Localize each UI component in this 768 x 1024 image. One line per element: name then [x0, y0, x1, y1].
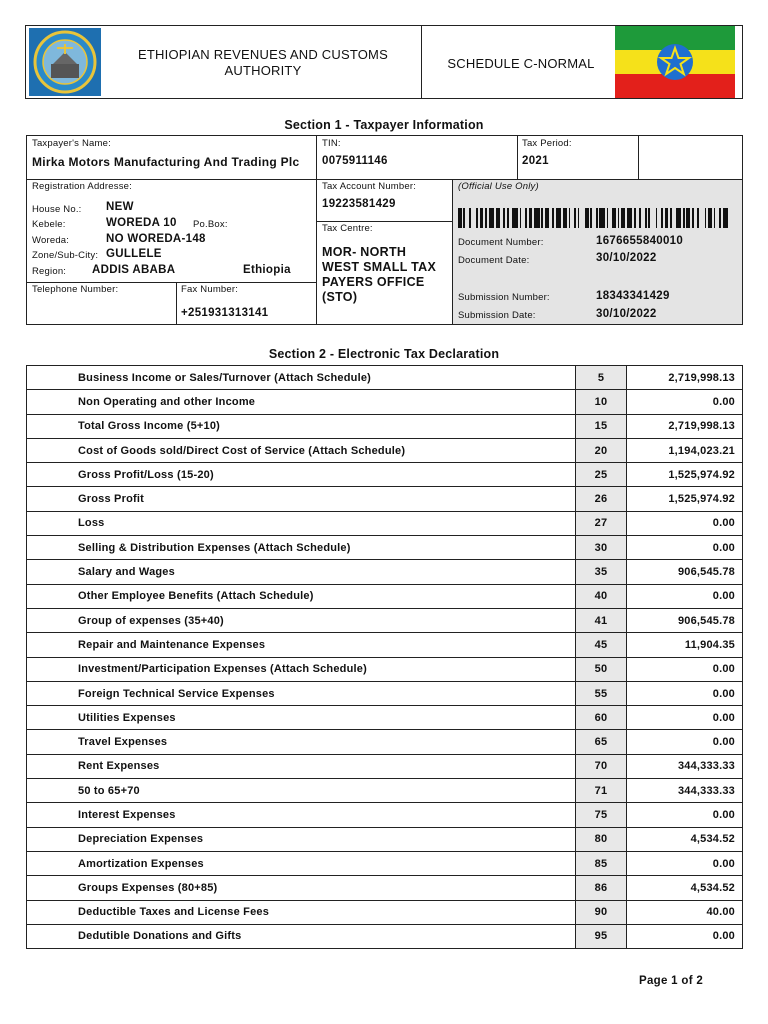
row-amount: 2,719,998.13 — [627, 366, 743, 390]
table-row — [27, 390, 743, 414]
region-value: ADDIS ABABA — [92, 264, 176, 276]
document-number-value: 1676655840010 — [596, 235, 684, 247]
taxpayer-name: Mirka Motors Manufacturing And Trading Plc — [32, 155, 300, 169]
row-code: 10 — [576, 390, 627, 414]
zone-label: Zone/Sub-City: — [32, 250, 99, 261]
submission-date-label: Submission Date: — [458, 310, 536, 321]
section2-title: Section 2 - Electronic Tax Declaration — [268, 347, 500, 361]
table-row — [27, 584, 743, 608]
table-row — [27, 681, 743, 705]
row-label: Salary and Wages — [27, 560, 576, 584]
table-row — [27, 803, 743, 827]
row-code: 55 — [576, 681, 627, 705]
row-amount: 344,333.33 — [627, 754, 743, 778]
row-amount: 0.00 — [627, 706, 743, 730]
row-code: 86 — [576, 876, 627, 900]
table-row — [27, 900, 743, 924]
submission-date-value: 30/10/2022 — [596, 308, 657, 320]
row-amount: 906,545.78 — [627, 608, 743, 632]
table-row — [27, 608, 743, 632]
table-row — [27, 924, 743, 948]
row-label: 50 to 65+70 — [27, 779, 576, 803]
row-label: Total Gross Income (5+10) — [27, 414, 576, 438]
row-amount: 0.00 — [627, 511, 743, 535]
schedule-title: SCHEDULE C-NORMAL — [447, 56, 595, 71]
row-code: 70 — [576, 754, 627, 778]
official-use-label: (Official Use Only) — [458, 181, 539, 192]
table-row — [27, 657, 743, 681]
row-amount: 1,525,974.92 — [627, 487, 743, 511]
row-amount: 0.00 — [627, 657, 743, 681]
table-row — [27, 438, 743, 462]
woreda-label: Woreda: — [32, 235, 70, 246]
tax-period-value: 2021 — [522, 155, 549, 167]
row-amount: 0.00 — [627, 536, 743, 560]
row-code: 30 — [576, 536, 627, 560]
row-code: 71 — [576, 779, 627, 803]
table-row — [27, 633, 743, 657]
tin-value: 0075911146 — [322, 155, 388, 167]
kebele-value: WOREDA 10 — [106, 217, 177, 229]
row-amount: 0.00 — [627, 924, 743, 948]
row-code: 45 — [576, 633, 627, 657]
row-code: 20 — [576, 438, 627, 462]
row-code: 26 — [576, 487, 627, 511]
row-code: 65 — [576, 730, 627, 754]
region-label: Region: — [32, 266, 67, 277]
declaration-table — [26, 365, 743, 949]
row-code: 95 — [576, 924, 627, 948]
row-label: Foreign Technical Service Expenses — [27, 681, 576, 705]
row-label: Deductible Taxes and License Fees — [27, 900, 576, 924]
row-amount: 344,333.33 — [627, 779, 743, 803]
tax-account-label: Tax Account Number: — [322, 181, 417, 192]
row-code: 50 — [576, 657, 627, 681]
row-amount: 11,904.35 — [627, 633, 743, 657]
table-row — [27, 414, 743, 438]
row-label: Non Operating and other Income — [27, 390, 576, 414]
ethiopia-flag-icon — [615, 26, 735, 98]
row-amount: 0.00 — [627, 851, 743, 875]
row-label: Dedutible Donations and Gifts — [27, 924, 576, 948]
woreda-value: NO WOREDA-148 — [106, 233, 206, 245]
table-row — [27, 706, 743, 730]
table-row — [27, 779, 743, 803]
row-amount: 2,719,998.13 — [627, 414, 743, 438]
taxpayer-name-label: Taxpayer's Name: — [32, 138, 111, 149]
row-label: Other Employee Benefits (Attach Schedule) — [27, 584, 576, 608]
table-row — [27, 827, 743, 851]
fax-label: Fax Number: — [181, 284, 239, 295]
row-label: Repair and Maintenance Expenses — [27, 633, 576, 657]
row-amount: 906,545.78 — [627, 560, 743, 584]
table-row — [27, 851, 743, 875]
document-number-label: Document Number: — [458, 237, 544, 248]
barcode-icon — [458, 208, 730, 228]
zone-value: GULLELE — [106, 248, 162, 260]
row-label: Gross Profit/Loss (15-20) — [27, 463, 576, 487]
row-label: Loss — [27, 511, 576, 535]
row-label: Amortization Expenses — [27, 851, 576, 875]
table-row — [27, 876, 743, 900]
table-row — [27, 463, 743, 487]
pobox-label: Po.Box: — [193, 219, 228, 230]
row-code: 27 — [576, 511, 627, 535]
row-label: Investment/Participation Expenses (Attach Schedule) — [27, 657, 576, 681]
row-amount: 1,525,974.92 — [627, 463, 743, 487]
house-no-value: NEW — [106, 201, 134, 213]
house-no-label: House No.: — [32, 204, 82, 215]
row-amount: 4,534.52 — [627, 876, 743, 900]
country-value: Ethiopia — [243, 264, 291, 276]
tax-centre-line2: WEST SMALL TAX — [322, 260, 437, 274]
row-amount: 4,534.52 — [627, 827, 743, 851]
section1-title: Section 1 - Taxpayer Information — [284, 118, 484, 132]
tax-period-label: Tax Period: — [522, 138, 572, 149]
tax-centre-line4: (STO) — [322, 290, 358, 304]
table-row — [27, 730, 743, 754]
row-amount: 0.00 — [627, 584, 743, 608]
tax-account-value: 19223581429 — [322, 198, 396, 210]
tin-label: TIN: — [322, 138, 341, 149]
row-label: Group of expenses (35+40) — [27, 608, 576, 632]
telephone-label: Telephone Number: — [32, 284, 119, 295]
tax-centre-line3: PAYERS OFFICE — [322, 275, 425, 289]
row-code: 15 — [576, 414, 627, 438]
row-label: Selling & Distribution Expenses (Attach Schedule) — [27, 536, 576, 560]
row-amount: 0.00 — [627, 681, 743, 705]
authority-title: ETHIOPIAN REVENUES AND CUSTOMS AUTHORITY — [138, 47, 388, 78]
row-code: 5 — [576, 366, 627, 390]
authority-seal-icon — [29, 28, 101, 96]
table-row — [27, 366, 743, 390]
row-code: 41 — [576, 608, 627, 632]
row-amount: 0.00 — [627, 730, 743, 754]
submission-number-label: Submission Number: — [458, 292, 550, 303]
page-number: Page 1 of 2 — [639, 975, 704, 987]
row-amount: 1,194,023.21 — [627, 438, 743, 462]
submission-number-value: 18343341429 — [596, 290, 670, 302]
row-code: 80 — [576, 827, 627, 851]
row-label: Interest Expenses — [27, 803, 576, 827]
row-code: 35 — [576, 560, 627, 584]
tax-centre-label: Tax Centre: — [322, 223, 373, 234]
row-amount: 0.00 — [627, 803, 743, 827]
row-label: Cost of Goods sold/Direct Cost of Service (Attach Schedule) — [27, 438, 576, 462]
table-row — [27, 560, 743, 584]
row-label: Depreciation Expenses — [27, 827, 576, 851]
tax-centre-line1: MOR- NORTH — [322, 245, 407, 259]
document-date-label: Document Date: — [458, 255, 530, 266]
row-amount: 40.00 — [627, 900, 743, 924]
row-code: 40 — [576, 584, 627, 608]
fax-value: +251931313141 — [181, 307, 269, 319]
table-row — [27, 536, 743, 560]
row-label: Utilities Expenses — [27, 706, 576, 730]
kebele-label: Kebele: — [32, 219, 66, 230]
row-label: Travel Expenses — [27, 730, 576, 754]
row-code: 85 — [576, 851, 627, 875]
row-code: 60 — [576, 706, 627, 730]
document-date-value: 30/10/2022 — [596, 252, 657, 264]
row-label: Rent Expenses — [27, 754, 576, 778]
row-label: Groups Expenses (80+85) — [27, 876, 576, 900]
table-row — [27, 754, 743, 778]
row-code: 25 — [576, 463, 627, 487]
row-code: 75 — [576, 803, 627, 827]
row-label: Gross Profit — [27, 487, 576, 511]
row-label: Business Income or Sales/Turnover (Attach Schedule) — [27, 366, 576, 390]
row-code: 90 — [576, 900, 627, 924]
registration-address-label: Registration Addresse: — [32, 181, 132, 192]
table-row — [27, 487, 743, 511]
table-row — [27, 511, 743, 535]
row-amount: 0.00 — [627, 390, 743, 414]
